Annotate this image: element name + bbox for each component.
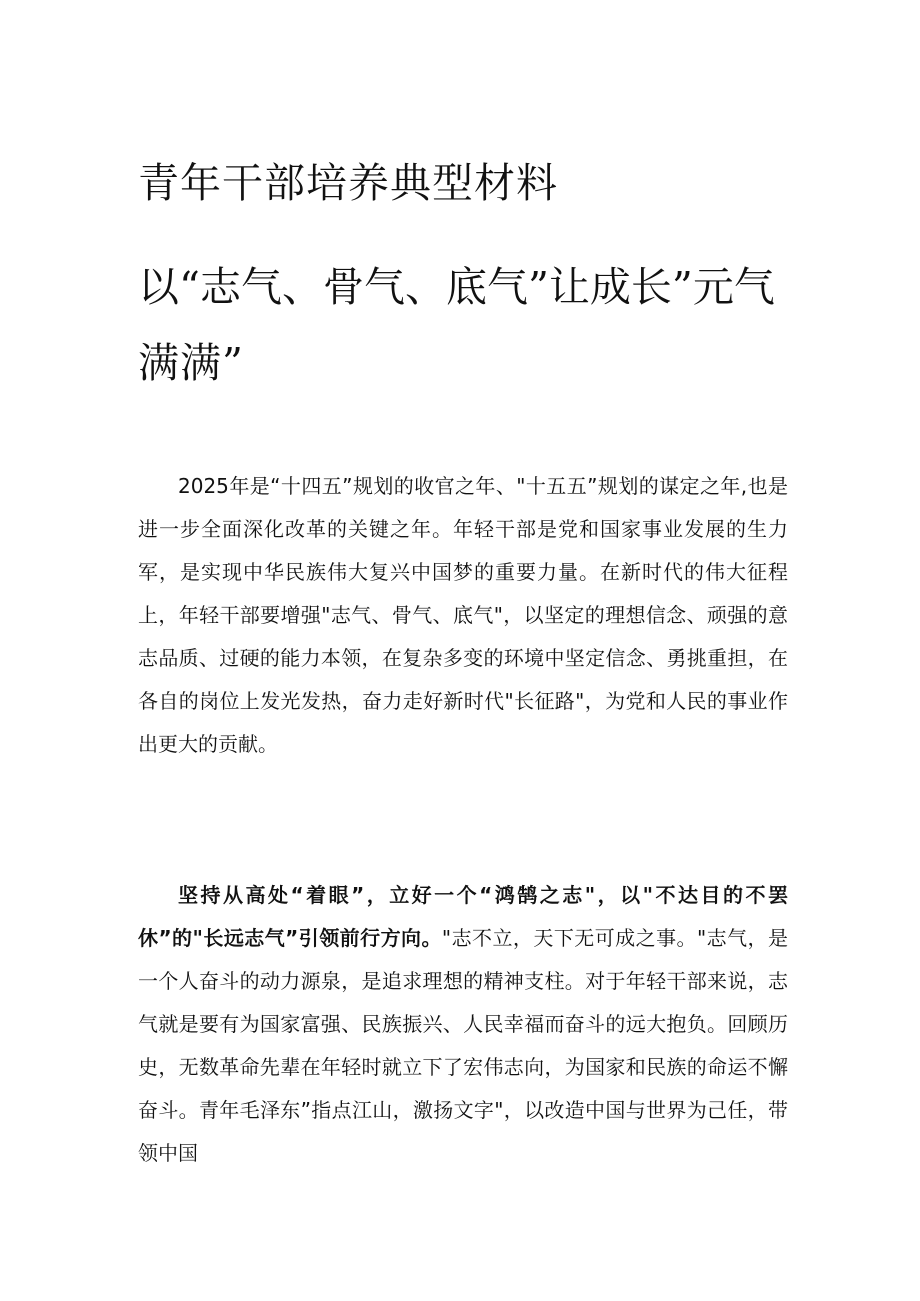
document-title-line-2: 以“志气、骨气、底气”让成长”元气 — [138, 263, 775, 311]
document-title-line-3: 满满” — [138, 339, 244, 387]
document-title-line-1: 青年干部培养典型材料 — [138, 159, 558, 207]
paragraph-ambition-body: "志不立，天下无可成之事。"志气，是一个人奋斗的动力源泉，是追求理想的精神支柱。对于年轻干部来说，志气就是要有为国家富强、民族振兴、人民幸福而奋斗的远大抱负。回顾历史，无数革命先辈在年轻时就立下了宏伟志向，为国家和民族的命运不懈奋斗。青年毛泽东”指点江山，激扬文字"，以改造中国与世界为己任，带领中国 — [138, 926, 788, 1165]
paragraph-intro: 2025年是“十四五”规划的收官之年、"十五五”规划的谋定之年,也是进一步全面深化改革的关键之年。年轻干部是党和国家事业发展的生力军，是实现中华民族伟大复兴中国梦的重要力量。在新时代的伟大征程上，年轻干部要增强"志气、骨气、底气"，以坚定的理想信念、顽强的意志品质、过硬的能力本领，在复杂多变的环境中坚定信念、勇挑重担，在各自的岗位上发光发热，奋力走好新时代"长征路"，为党和人民的事业作出更大的贡献。 — [138, 474, 788, 756]
paragraph-ambition-heading: 坚持从高处“着眼”，立好一个“鸿鹄之志"，以"不达目的不罢休”的"长远志气”引领前行方向。 — [138, 883, 788, 950]
paragraph-ambition — [138, 874, 788, 1175]
